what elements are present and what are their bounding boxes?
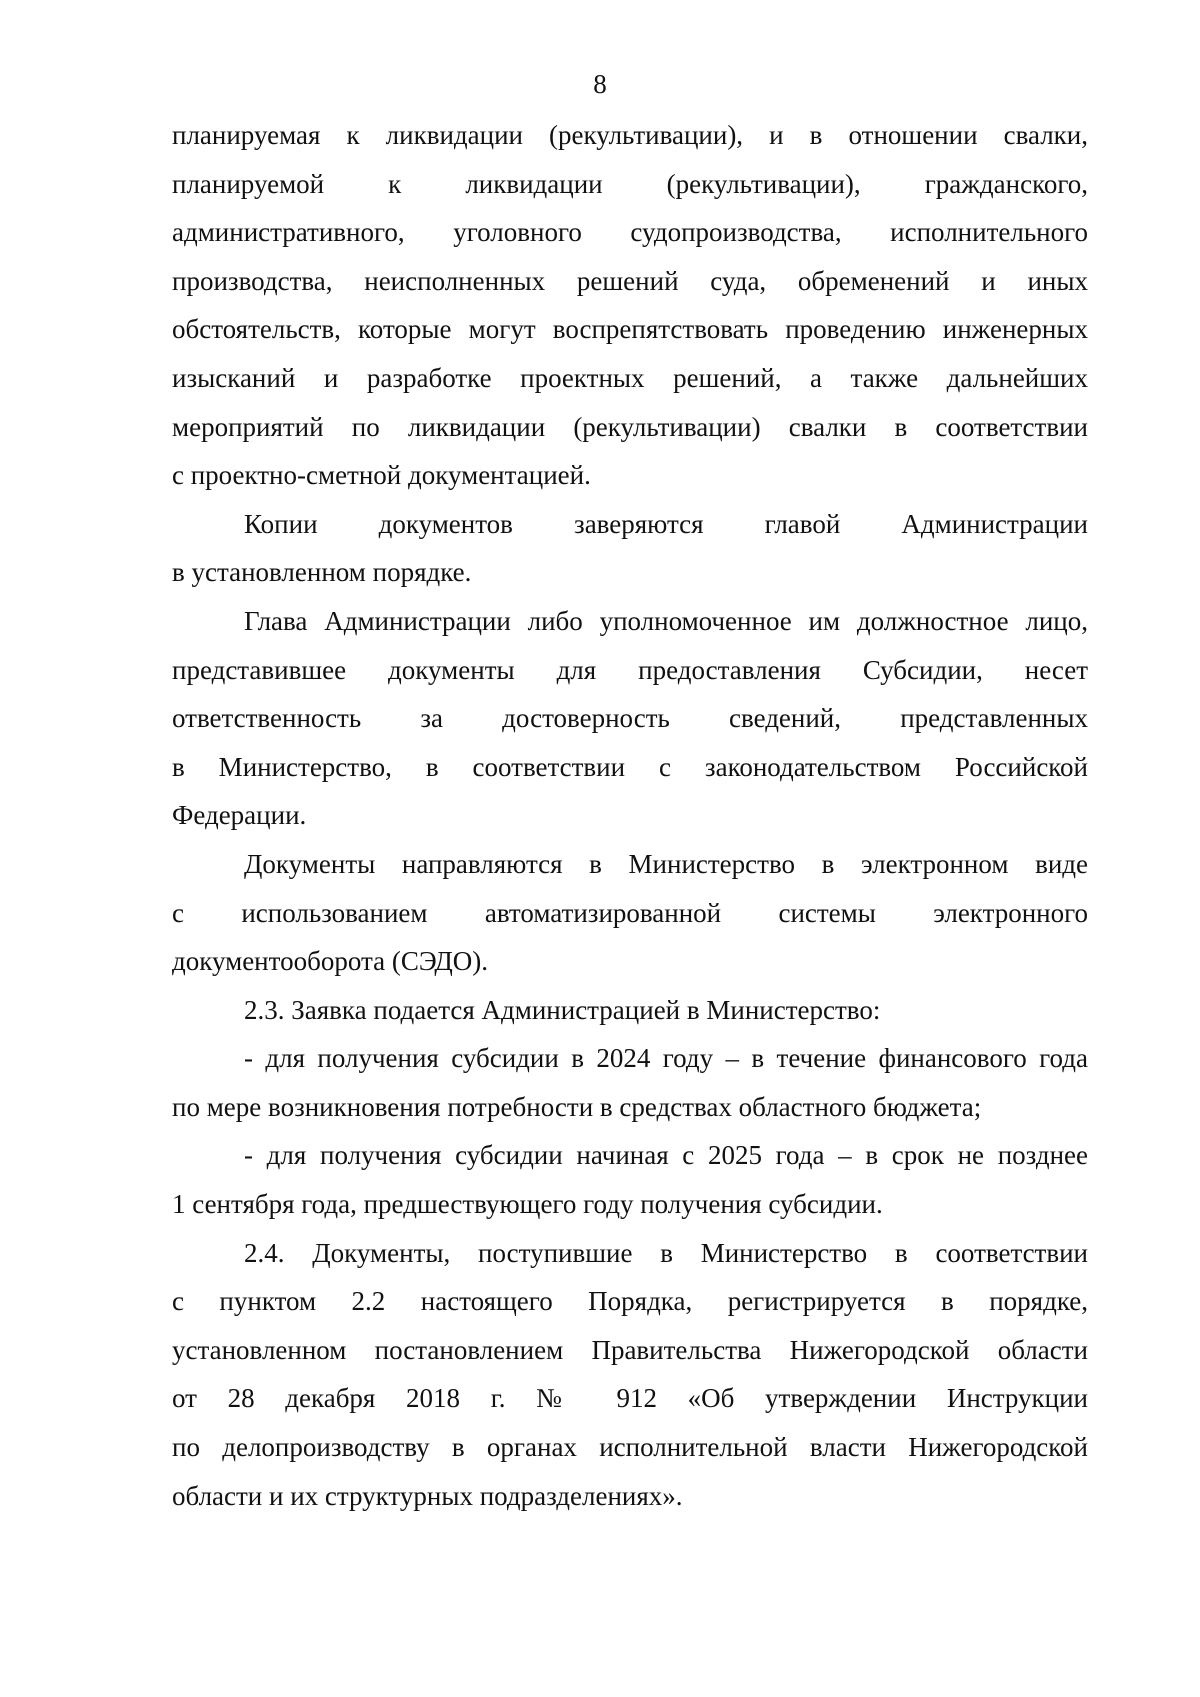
text-line: с пунктом 2.2 настоящего Порядка, регистрируется в порядке, [172,1286,1088,1317]
text-line: от 28 декабря 2018 г. № 912 «Об утверждении Инструкции [172,1383,1088,1414]
text-line: с использованием автоматизированной системы электронного [172,897,1088,928]
text-line: установленном постановлением Правительства Нижегородской области [172,1334,1088,1365]
text-line: обстоятельств, которые могут воспрепятствовать проведению инженерных [172,314,1088,345]
text-line: - для получения субсидии начиная с 2025 года – в срок не позднее [244,1140,1088,1171]
paragraph [172,840,1088,986]
paragraph [172,500,1088,597]
text-line: планируемой к ликвидации (рекультивации), гражданского, [172,168,1088,199]
text-line: в Министерство, в соответствии с законодательством Российской [172,751,1088,782]
text-line: в установленном порядке. [172,557,472,588]
text-line: мероприятий по ликвидации (рекультивации) свалки в соответствии [172,411,1088,442]
paragraph [172,597,1088,840]
text-line: изысканий и разработке проектных решений, а также дальнейших [172,362,1088,393]
text-line: Копии документов заверяются главой Администрации [244,508,1088,539]
text-line: - для получения субсидии в 2024 году – в течение финансового года [244,1043,1088,1074]
page-number: 8 [593,69,607,99]
text-line: представившее документы для предоставления Субсидии, несет [172,654,1088,685]
text-line: 1 сентября года, предшествующего году получения субсидии. [172,1189,883,1220]
text-line: по мере возникновения потребности в средствах областного бюджета; [172,1091,982,1122]
paragraph [172,1229,1088,1521]
text-line: планируемая к ликвидации (рекультивации), и в отношении свалки, [172,120,1088,150]
text-line: Документы направляются в Министерство в электронном виде [244,848,1088,879]
text-line: производства, неисполненных решений суда, обременений и иных [172,265,1088,296]
paragraph [172,1034,1088,1131]
text-line: 2.3. Заявка подается Администрацией в Министерство: [244,994,881,1025]
text-line: 2.4. Документы, поступившие в Министерство в соответствии [244,1237,1088,1268]
text-line: Федерации. [172,800,307,831]
paragraph [172,986,1088,1035]
paragraph [172,1131,1088,1228]
text-line: административного, уголовного судопроизводства, исполнительного [172,217,1088,248]
text-line: с проектно-сметной документацией. [172,460,591,491]
text-line: Глава Администрации либо уполномоченное им должностное лицо, [244,605,1088,636]
text-line: по делопроизводству в органах исполнительной власти Нижегородской [172,1432,1088,1463]
paragraph [172,111,1088,500]
document-body [172,111,1088,1520]
text-line: области и их структурных подразделениях». [172,1480,683,1511]
text-line: документооборота (СЭДО). [172,946,489,977]
text-line: ответственность за достоверность сведений, представленных [172,703,1088,734]
